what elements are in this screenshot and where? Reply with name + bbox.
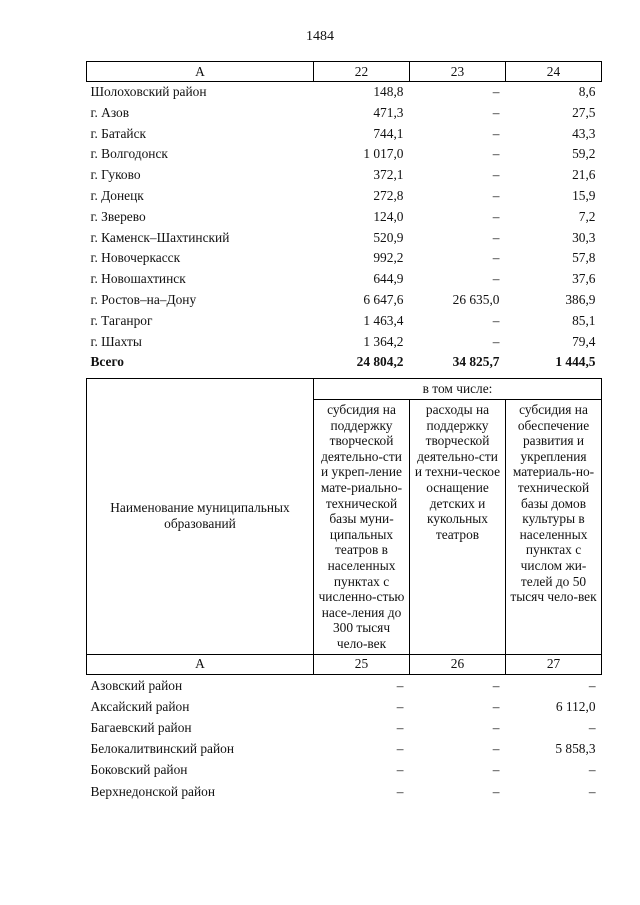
table-row xyxy=(87,248,602,269)
value-cell: 744,1 xyxy=(373,125,404,141)
value-cell: 1 364,2 xyxy=(363,333,404,349)
column-code: 27 xyxy=(506,654,602,674)
table-row xyxy=(87,103,602,124)
value-cell: 6 647,6 xyxy=(363,291,404,307)
table-row xyxy=(87,696,602,717)
table-row xyxy=(87,311,602,332)
value-cell: – xyxy=(492,677,500,693)
row-label-header: Наименование муниципальных образований xyxy=(87,379,314,655)
value-cell: – xyxy=(492,125,500,141)
total-value: 24 804,2 xyxy=(356,354,404,370)
value-cell: 30,3 xyxy=(572,229,596,245)
column-code: А xyxy=(87,654,314,674)
value-cell: 15,9 xyxy=(572,187,596,203)
value-cell: – xyxy=(492,104,500,120)
value-cell: – xyxy=(492,146,500,162)
column-header: расходы на поддержку творческой деятельно-сти и техни-ческое оснащение детских и кукольных театров xyxy=(410,400,506,655)
value-cell: – xyxy=(492,271,500,287)
value-cell: – xyxy=(396,677,404,693)
total-label: Всего xyxy=(90,354,124,370)
budget-table-part2 xyxy=(86,378,602,802)
municipality-name: г. Волгодонск xyxy=(90,146,168,162)
municipality-name: г. Шахты xyxy=(90,333,142,349)
municipality-name: г. Батайск xyxy=(90,125,147,141)
table-row xyxy=(87,290,602,311)
municipality-name: г. Новошахтинск xyxy=(90,271,186,287)
table-row xyxy=(87,269,602,290)
municipality-name: г. Гуково xyxy=(90,167,141,183)
value-cell: 8,6 xyxy=(578,84,596,99)
column-codes-row xyxy=(87,654,602,674)
value-cell: – xyxy=(396,741,404,757)
value-cell: – xyxy=(492,167,500,183)
value-cell: 386,9 xyxy=(565,291,596,307)
table-row xyxy=(87,165,602,186)
value-cell: – xyxy=(396,719,404,735)
municipality-name: Багаевский район xyxy=(90,719,192,735)
municipality-name: г. Зверево xyxy=(90,208,146,224)
table-row xyxy=(87,124,602,145)
total-value: 34 825,7 xyxy=(452,354,500,370)
total-value: 1 444,5 xyxy=(555,354,596,370)
total-row xyxy=(87,352,602,373)
value-cell: 5 858,3 xyxy=(555,741,596,757)
value-cell: – xyxy=(396,762,404,778)
value-cell: – xyxy=(588,762,596,778)
value-cell: 644,9 xyxy=(373,271,404,287)
table-row xyxy=(87,207,602,228)
value-cell: – xyxy=(492,187,500,203)
municipality-name: Белокалитвинский район xyxy=(90,741,235,757)
municipality-name: г. Таганрог xyxy=(90,312,153,328)
municipality-name: г. Донецк xyxy=(90,187,144,203)
value-cell: 57,8 xyxy=(572,250,596,266)
column-header: субсидия на поддержку творческой деятельно-сти и укреп-ление мате-риально-технической базы муни-ципальных театров в населенных пунктах с численно-стью насе-ления до 300 тысяч чело-век xyxy=(314,400,410,655)
value-cell: 85,1 xyxy=(572,312,596,328)
group-header: в том числе: xyxy=(314,379,602,400)
value-cell: 471,3 xyxy=(373,104,404,120)
value-cell: – xyxy=(492,208,500,224)
municipality-name: г. Ростов–на–Дону xyxy=(90,291,197,307)
value-cell: – xyxy=(492,84,500,99)
column-header: 24 xyxy=(506,62,602,82)
value-cell: – xyxy=(492,229,500,245)
value-cell: – xyxy=(492,783,500,799)
value-cell: 372,1 xyxy=(373,167,404,183)
municipality-name: г. Новочеркасск xyxy=(90,250,181,266)
value-cell: – xyxy=(492,333,500,349)
value-cell: 124,0 xyxy=(373,208,404,224)
value-cell: 79,4 xyxy=(572,333,596,349)
value-cell: – xyxy=(492,250,500,266)
value-cell: 7,2 xyxy=(578,208,596,224)
municipality-name: г. Азов xyxy=(90,104,130,120)
column-header: А xyxy=(87,62,314,82)
column-code: 25 xyxy=(314,654,410,674)
value-cell: – xyxy=(588,677,596,693)
value-cell: 1 017,0 xyxy=(363,146,404,162)
value-cell: 27,5 xyxy=(572,104,596,120)
table-row xyxy=(87,228,602,249)
value-cell: – xyxy=(492,719,500,735)
value-cell: 6 112,0 xyxy=(555,698,596,714)
table-row xyxy=(87,781,602,802)
value-cell: – xyxy=(492,698,500,714)
table-row xyxy=(87,144,602,165)
table-row xyxy=(87,759,602,780)
value-cell: – xyxy=(396,698,404,714)
municipality-name: Азовский район xyxy=(90,677,183,693)
value-cell: – xyxy=(396,783,404,799)
table-row xyxy=(87,186,602,207)
table-row xyxy=(87,674,602,696)
municipality-name: Аксайский район xyxy=(90,698,190,714)
table-header-row xyxy=(87,62,602,82)
page-number: 1484 xyxy=(306,29,334,44)
column-header: субсидия на обеспечение развития и укрепления материаль-но-технической базы домов культуры в населенных пунктах с числом жи-телей до 50 тысяч чело-век xyxy=(506,400,602,655)
municipality-name: Верхнедонской район xyxy=(90,783,216,799)
table-row xyxy=(87,738,602,759)
value-cell: 1 463,4 xyxy=(363,312,404,328)
value-cell: – xyxy=(588,783,596,799)
column-code: 26 xyxy=(410,654,506,674)
column-header: 23 xyxy=(410,62,506,82)
value-cell: 21,6 xyxy=(572,167,596,183)
table-row xyxy=(87,82,602,103)
value-cell: 37,6 xyxy=(572,271,596,287)
municipality-name: Боковский район xyxy=(90,762,188,778)
table-row xyxy=(87,717,602,738)
municipality-name: Шолоховский район xyxy=(90,84,207,99)
value-cell: – xyxy=(588,719,596,735)
value-cell: 992,2 xyxy=(373,250,404,266)
value-cell: 272,8 xyxy=(373,187,404,203)
municipality-name: г. Каменск–Шахтинский xyxy=(90,229,230,245)
table-row xyxy=(87,332,602,353)
value-cell: 43,3 xyxy=(572,125,596,141)
value-cell: 26 635,0 xyxy=(452,291,500,307)
value-cell: 148,8 xyxy=(373,84,404,99)
value-cell: – xyxy=(492,741,500,757)
budget-table-part1 xyxy=(86,61,602,373)
value-cell: 59,2 xyxy=(572,146,596,162)
value-cell: – xyxy=(492,312,500,328)
value-cell: 520,9 xyxy=(373,229,404,245)
value-cell: – xyxy=(492,762,500,778)
column-header: 22 xyxy=(314,62,410,82)
